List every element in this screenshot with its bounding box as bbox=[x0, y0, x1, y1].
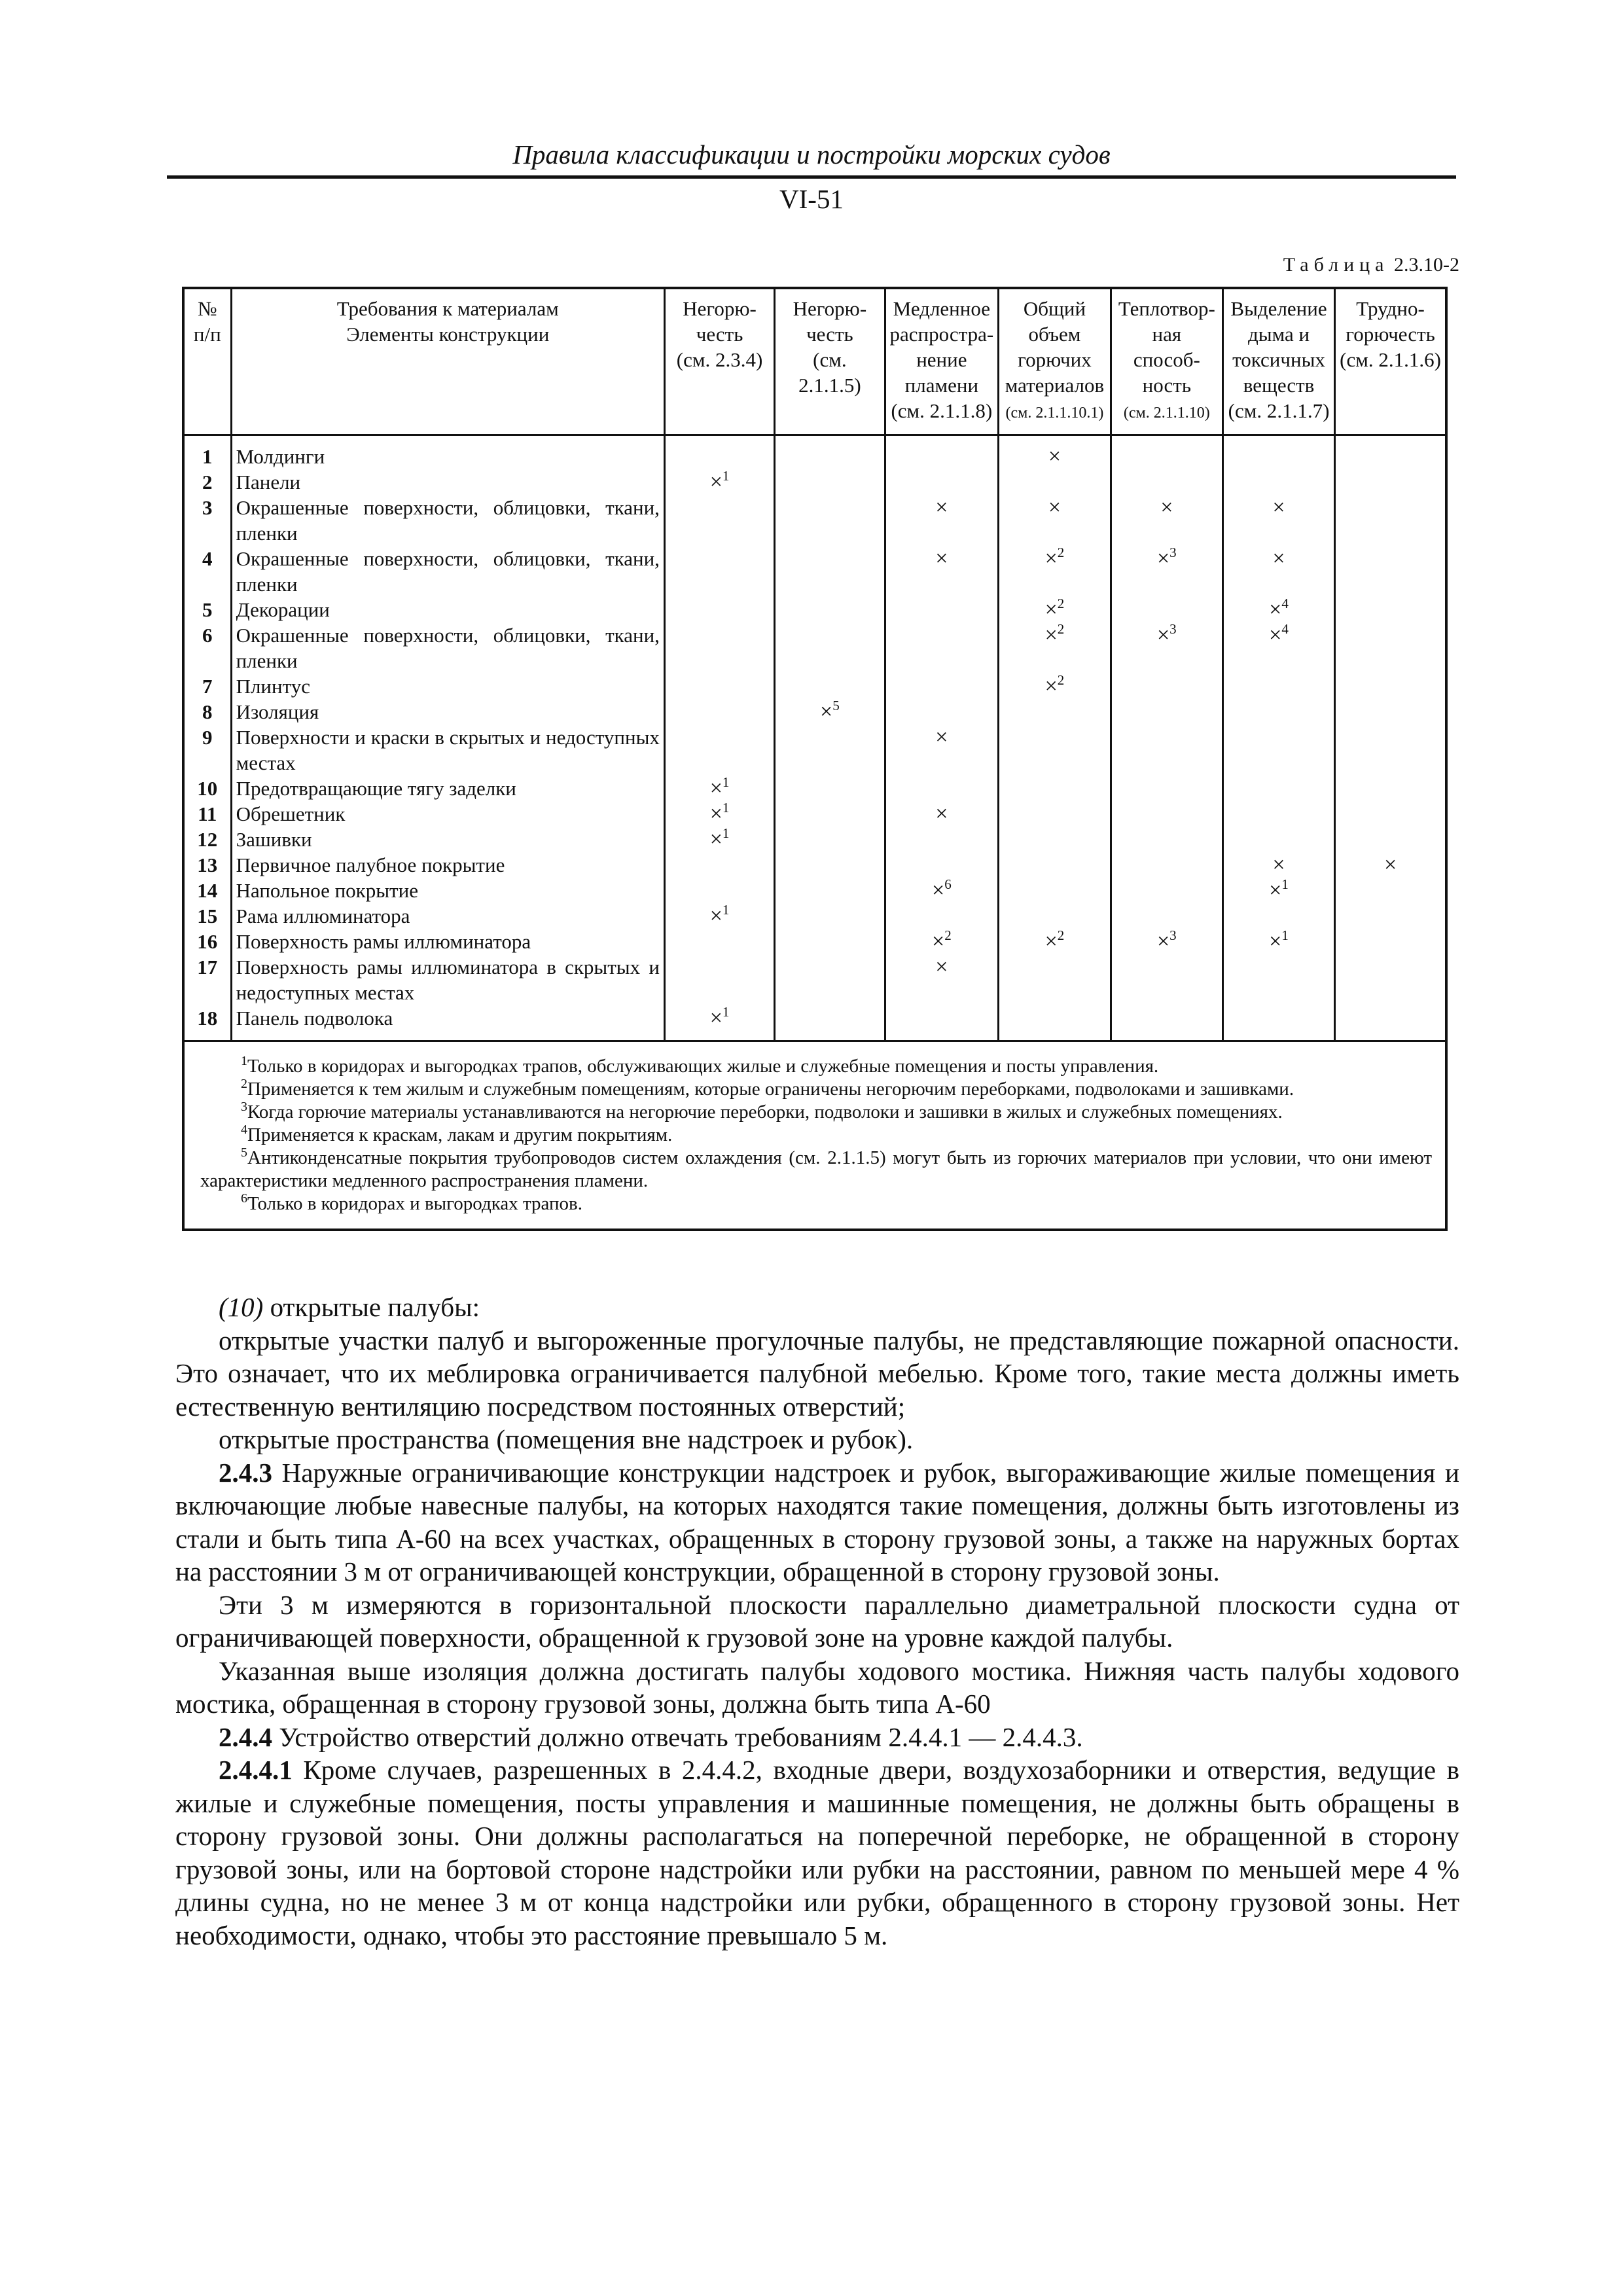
mark-cell bbox=[664, 929, 774, 954]
footnote-ref: 3 bbox=[1169, 927, 1177, 943]
table-row bbox=[183, 878, 1446, 903]
mark-cell bbox=[775, 1005, 885, 1041]
mark-cell bbox=[1335, 622, 1446, 673]
footnote-number: 3 bbox=[241, 1100, 247, 1114]
mark-cell bbox=[664, 495, 774, 546]
mark-cell bbox=[999, 801, 1111, 827]
footnote bbox=[200, 1147, 1432, 1193]
mark-cell bbox=[885, 776, 999, 801]
mark-cell bbox=[999, 725, 1111, 776]
mark-cell bbox=[885, 699, 999, 725]
footnote-ref: 1 bbox=[722, 468, 730, 484]
mark-cell bbox=[1335, 546, 1446, 597]
mark-cell bbox=[1335, 852, 1446, 878]
col-header-noncombustibility-234: Негорю- честь (см. 2.3.4) bbox=[664, 288, 774, 435]
mark-cell bbox=[885, 546, 999, 597]
table-caption-number: 2.3.10-2 bbox=[1394, 254, 1459, 276]
cross-mark: × bbox=[1044, 547, 1058, 571]
running-title: Правила классификации и постройки морских судов bbox=[512, 139, 1111, 170]
mark-cell bbox=[999, 852, 1111, 878]
table-row bbox=[183, 725, 1446, 776]
mark-cell bbox=[1111, 546, 1222, 597]
table-row bbox=[183, 903, 1446, 929]
mark-cell bbox=[1111, 725, 1222, 776]
mark-cell bbox=[664, 903, 774, 929]
mark-cell bbox=[775, 801, 885, 827]
paragraph-text: Кроме случаев, разрешенных в 2.4.4.2, входные двери, воздухозаборники и отверстия, ведущие в жилые и служебные помещения, посты управления и машинные помещения, не должны быть обращены в сторону грузовой зоны. Они должны располагаться на поперечной переборке, не обращенной в сторону грузовой зоны, или на бортовой стороне надстройки или рубки на расстоянии, равном по меньшей мере 4 % длины судна, но не менее 3 м от конца надстройки или рубки, обращенного в сторону грузовой зоны. Нет необходимости, однако, чтобы это расстояние превышало 5 м. bbox=[175, 1755, 1459, 1950]
col-header-combustible-volume-ref: (см. 2.1.1.10.1) bbox=[1005, 404, 1104, 422]
cross-mark: × bbox=[1160, 495, 1173, 520]
mark-cell bbox=[775, 469, 885, 495]
footnote bbox=[200, 1055, 1432, 1078]
mark-cell bbox=[1222, 699, 1334, 725]
cross-mark: × bbox=[1044, 623, 1058, 647]
cross-mark: × bbox=[1048, 495, 1061, 520]
mark-cell bbox=[1335, 435, 1446, 470]
cross-mark: × bbox=[932, 878, 945, 903]
mark-cell bbox=[999, 776, 1111, 801]
mark-cell bbox=[885, 435, 999, 470]
cross-mark: × bbox=[709, 802, 722, 826]
page-number: VI-51 bbox=[779, 184, 844, 214]
mark-cell bbox=[664, 469, 774, 495]
mark-cell bbox=[1335, 827, 1446, 852]
mark-cell bbox=[775, 903, 885, 929]
cross-mark: × bbox=[935, 955, 948, 979]
mark-cell bbox=[885, 827, 999, 852]
footnote-ref: 2 bbox=[1057, 545, 1065, 560]
mark-cell bbox=[664, 852, 774, 878]
footnote-ref: 3 bbox=[1169, 621, 1177, 637]
mark-cell bbox=[664, 622, 774, 673]
col-header-elements: Требования к материалам Элементы конструкции bbox=[231, 288, 664, 435]
cross-mark: × bbox=[820, 700, 833, 724]
mark-cell bbox=[775, 827, 885, 852]
table-row bbox=[183, 673, 1446, 699]
footnote-ref: 4 bbox=[1281, 596, 1289, 611]
row-number: 10 bbox=[183, 776, 231, 801]
table-row bbox=[183, 597, 1446, 622]
mark-cell bbox=[1335, 776, 1446, 801]
footnote-text: Только в коридорах и выгородках трапов, обслуживающих жилые и служебные помещения и посты управления. bbox=[247, 1056, 1159, 1077]
mark-cell bbox=[1335, 469, 1446, 495]
paragraph: открытые участки палуб и выгороженные прогулочные палубы, не представляющие пожарной опасности. Это означает, что их меблировка ограничивается палубной мебелью. Кроме того, такие места должны иметь естественную вентиляцию посредством постоянных отверстий; bbox=[175, 1325, 1459, 1422]
cross-mark: × bbox=[709, 776, 722, 800]
row-element: Панели bbox=[231, 469, 664, 495]
row-element: Поверхности и краски в скрытых и недоступных местах bbox=[231, 725, 664, 776]
paragraph: открытые пространства (помещения вне надстроек и рубок). bbox=[219, 1424, 914, 1454]
row-element: Зашивки bbox=[231, 827, 664, 852]
mark-cell bbox=[1222, 673, 1334, 699]
paragraph-open-decks bbox=[175, 1291, 1459, 1324]
mark-cell bbox=[999, 878, 1111, 903]
mark-cell bbox=[1111, 435, 1222, 470]
mark-cell bbox=[1111, 776, 1222, 801]
mark-cell bbox=[1222, 903, 1334, 929]
mark-cell bbox=[1222, 597, 1334, 622]
mark-cell bbox=[885, 495, 999, 546]
row-element: Напольное покрытие bbox=[231, 878, 664, 903]
mark-cell bbox=[885, 852, 999, 878]
footnote-ref: 6 bbox=[944, 876, 952, 892]
row-element: Панель подволока bbox=[231, 1005, 664, 1041]
row-element: Первичное палубное покрытие bbox=[231, 852, 664, 878]
row-element: Изоляция bbox=[231, 699, 664, 725]
cross-mark: × bbox=[935, 802, 948, 826]
mark-cell bbox=[1111, 673, 1222, 699]
cross-mark: × bbox=[1272, 547, 1285, 571]
mark-cell bbox=[1111, 878, 1222, 903]
mark-cell bbox=[775, 954, 885, 1005]
mark-cell bbox=[885, 929, 999, 954]
footnote-ref: 5 bbox=[832, 698, 840, 713]
table-row bbox=[183, 827, 1446, 852]
mark-cell bbox=[1222, 776, 1334, 801]
mark-cell bbox=[999, 495, 1111, 546]
footnote bbox=[200, 1101, 1432, 1124]
mark-cell bbox=[1222, 954, 1334, 1005]
mark-cell bbox=[1335, 801, 1446, 827]
mark-cell bbox=[1335, 725, 1446, 776]
paragraph-2-4-4 bbox=[175, 1721, 1459, 1754]
cross-mark: × bbox=[1272, 853, 1285, 877]
mark-cell bbox=[775, 673, 885, 699]
footnote-ref: 1 bbox=[1281, 927, 1289, 943]
mark-cell bbox=[1222, 495, 1334, 546]
mark-cell bbox=[775, 546, 885, 597]
footnote-ref: 1 bbox=[722, 825, 730, 841]
body-text bbox=[175, 1291, 1459, 1952]
row-number: 17 bbox=[183, 954, 231, 1005]
mark-cell bbox=[999, 597, 1111, 622]
row-number: 6 bbox=[183, 622, 231, 673]
mark-cell bbox=[999, 699, 1111, 725]
mark-cell bbox=[1335, 699, 1446, 725]
cross-mark: × bbox=[1048, 444, 1061, 469]
row-element: Предотвращающие тягу заделки bbox=[231, 776, 664, 801]
footnote bbox=[200, 1193, 1432, 1215]
mark-cell bbox=[1222, 1005, 1334, 1041]
table-row bbox=[183, 546, 1446, 597]
row-element: Декорации bbox=[231, 597, 664, 622]
header-rule bbox=[167, 175, 1456, 179]
footnote-text: Антиконденсатные покрытия трубопроводов систем охлаждения (см. 2.1.1.5) могут быть из горючих материалов при условии, что они имеют характеристики медленного распространения пламени. bbox=[200, 1147, 1432, 1191]
table-footnotes bbox=[183, 1041, 1446, 1230]
cross-mark: × bbox=[1156, 929, 1170, 954]
col-header-combustible-volume-text: Общий объем горючих материалов bbox=[1005, 297, 1105, 397]
cross-mark: × bbox=[709, 827, 722, 852]
mark-cell bbox=[885, 903, 999, 929]
footnote-ref: 4 bbox=[1281, 621, 1289, 637]
mark-cell bbox=[775, 495, 885, 546]
mark-cell bbox=[1222, 622, 1334, 673]
mark-cell bbox=[999, 435, 1111, 470]
cross-mark: × bbox=[1156, 623, 1170, 647]
cross-mark: × bbox=[1044, 674, 1058, 698]
row-number: 1 bbox=[183, 435, 231, 470]
row-element: Молдинги bbox=[231, 435, 664, 470]
row-element: Поверхность рамы иллюминатора bbox=[231, 929, 664, 954]
mark-cell bbox=[664, 801, 774, 827]
mark-cell bbox=[1222, 801, 1334, 827]
mark-cell bbox=[664, 597, 774, 622]
row-number: 18 bbox=[183, 1005, 231, 1041]
table-row bbox=[183, 929, 1446, 954]
table-row bbox=[183, 622, 1446, 673]
footnote-number: 6 bbox=[241, 1191, 247, 1206]
mark-cell bbox=[999, 546, 1111, 597]
footnote-ref: 2 bbox=[1057, 927, 1065, 943]
row-number: 2 bbox=[183, 469, 231, 495]
mark-cell bbox=[885, 469, 999, 495]
mark-cell bbox=[1111, 699, 1222, 725]
footnote-ref: 1 bbox=[722, 800, 730, 816]
mark-cell bbox=[775, 435, 885, 470]
cross-mark: × bbox=[1269, 598, 1282, 622]
footnote bbox=[200, 1078, 1432, 1101]
mark-cell bbox=[885, 954, 999, 1005]
footnote-ref: 2 bbox=[1057, 596, 1065, 611]
footnote-text: Применяется к тем жилым и служебным помещениям, которые ограничены негорючим переборками, подволоками и зашивками. bbox=[247, 1079, 1294, 1100]
footnote-ref: 2 bbox=[1057, 672, 1065, 688]
footnote-text: Когда горючие материалы устанавливаются на негорючие переборки, подволоки и зашивки в жилых и служебных помещениях. bbox=[247, 1102, 1283, 1122]
mark-cell bbox=[999, 827, 1111, 852]
table-row bbox=[183, 852, 1446, 878]
row-number: 9 bbox=[183, 725, 231, 776]
mark-cell bbox=[999, 469, 1111, 495]
mark-cell bbox=[664, 827, 774, 852]
mark-cell bbox=[885, 1005, 999, 1041]
mark-cell bbox=[1335, 1005, 1446, 1041]
table-caption bbox=[1113, 254, 1459, 276]
footnote-ref: 3 bbox=[1169, 545, 1177, 560]
mark-cell bbox=[664, 546, 774, 597]
table-row bbox=[183, 495, 1446, 546]
row-number: 14 bbox=[183, 878, 231, 903]
row-number: 7 bbox=[183, 673, 231, 699]
paragraph-2-4-4-1 bbox=[175, 1753, 1459, 1952]
cross-mark: × bbox=[932, 929, 945, 954]
row-number: 15 bbox=[183, 903, 231, 929]
mark-cell bbox=[1111, 1005, 1222, 1041]
col-header-smoke-toxicity: Выделение дыма и токсичных веществ (см. 2.1.1.7) bbox=[1222, 288, 1334, 435]
mark-cell bbox=[1222, 725, 1334, 776]
cross-mark: × bbox=[1044, 929, 1058, 954]
cross-mark: × bbox=[709, 1006, 722, 1030]
mark-cell bbox=[1111, 929, 1222, 954]
mark-cell bbox=[1222, 878, 1334, 903]
mark-cell bbox=[1222, 469, 1334, 495]
mark-cell bbox=[1222, 546, 1334, 597]
mark-cell bbox=[1111, 954, 1222, 1005]
footnote-text: Только в коридорах и выгородках трапов. bbox=[247, 1193, 582, 1214]
footnote bbox=[200, 1124, 1432, 1147]
mark-cell bbox=[999, 1005, 1111, 1041]
col-header-noncombustibility-2115: Негорю- честь (см. 2.1.1.5) bbox=[775, 288, 885, 435]
table-row bbox=[183, 469, 1446, 495]
cross-mark: × bbox=[1156, 547, 1170, 571]
requirements-table bbox=[182, 287, 1448, 1231]
cross-mark: × bbox=[1269, 929, 1282, 954]
mark-cell bbox=[664, 673, 774, 699]
col-header-calorific-value-ref: (см. 2.1.1.10) bbox=[1123, 404, 1210, 422]
mark-cell bbox=[1335, 929, 1446, 954]
mark-cell bbox=[775, 699, 885, 725]
mark-cell bbox=[775, 776, 885, 801]
row-element: Поверхность рамы иллюминатора в скрытых и недоступных местах bbox=[231, 954, 664, 1005]
clause-number: 2.4.4.1 bbox=[219, 1755, 293, 1785]
footnote-text: Применяется к краскам, лакам и другим покрытиям. bbox=[247, 1124, 673, 1145]
cross-mark: × bbox=[1044, 598, 1058, 622]
mark-cell bbox=[664, 1005, 774, 1041]
row-number: 11 bbox=[183, 801, 231, 827]
paragraph-text: Устройство отверстий должно отвечать требованиям 2.4.4.1 — 2.4.4.3. bbox=[272, 1721, 1083, 1752]
footnote-number: 4 bbox=[241, 1122, 247, 1137]
mark-cell bbox=[775, 852, 885, 878]
mark-cell bbox=[999, 954, 1111, 1005]
mark-cell bbox=[885, 801, 999, 827]
cross-mark: × bbox=[935, 495, 948, 520]
footnote-number: 1 bbox=[241, 1054, 247, 1068]
row-element: Окрашенные поверхности, облицовки, ткани, пленки bbox=[231, 495, 664, 546]
table-row bbox=[183, 776, 1446, 801]
footnote-ref: 1 bbox=[722, 1004, 730, 1020]
cross-mark: × bbox=[1272, 495, 1285, 520]
paragraph: Указанная выше изоляция должна достигать палубы ходового мостика. Нижняя часть палубы ходового мостика, обращенная в сторону грузовой зоны, должна быть типа А-60 bbox=[175, 1655, 1459, 1719]
col-header-calorific-value-text: Теплотвор- ная способ- ность bbox=[1118, 297, 1215, 397]
mark-cell bbox=[999, 903, 1111, 929]
col-header-calorific-value bbox=[1111, 288, 1222, 435]
mark-cell bbox=[1335, 903, 1446, 929]
cross-mark: × bbox=[1269, 623, 1282, 647]
mark-cell bbox=[1335, 878, 1446, 903]
mark-cell bbox=[885, 622, 999, 673]
mark-cell bbox=[1111, 597, 1222, 622]
mark-cell bbox=[999, 673, 1111, 699]
mark-cell bbox=[664, 776, 774, 801]
row-number: 3 bbox=[183, 495, 231, 546]
mark-cell bbox=[1111, 469, 1222, 495]
mark-cell bbox=[885, 878, 999, 903]
footnote-number: 2 bbox=[241, 1077, 247, 1091]
mark-cell bbox=[885, 597, 999, 622]
mark-cell bbox=[1335, 597, 1446, 622]
cross-mark: × bbox=[709, 904, 722, 928]
mark-cell bbox=[775, 929, 885, 954]
mark-cell bbox=[775, 622, 885, 673]
mark-cell bbox=[1111, 852, 1222, 878]
row-number: 16 bbox=[183, 929, 231, 954]
table-header-row bbox=[183, 288, 1446, 435]
mark-cell bbox=[1335, 954, 1446, 1005]
clause-number: 2.4.3 bbox=[219, 1457, 272, 1488]
row-element: Плинтус bbox=[231, 673, 664, 699]
mark-cell bbox=[664, 878, 774, 903]
mark-cell bbox=[1222, 435, 1334, 470]
table-row bbox=[183, 435, 1446, 470]
row-element: Окрашенные поверхности, облицовки, ткани, пленки bbox=[231, 622, 664, 673]
clause-number: 2.4.4 bbox=[219, 1721, 272, 1752]
mark-cell bbox=[1111, 622, 1222, 673]
mark-cell bbox=[1111, 801, 1222, 827]
col-header-low-flammability: Трудно- горючесть (см. 2.1.1.6) bbox=[1335, 288, 1446, 435]
mark-cell bbox=[664, 699, 774, 725]
row-element: Обрешетник bbox=[231, 801, 664, 827]
row-number: 12 bbox=[183, 827, 231, 852]
col-header-number: № п/п bbox=[183, 288, 231, 435]
cross-mark: × bbox=[935, 547, 948, 571]
mark-cell bbox=[1335, 495, 1446, 546]
table-row bbox=[183, 699, 1446, 725]
mark-cell bbox=[775, 878, 885, 903]
row-element: Рама иллюминатора bbox=[231, 903, 664, 929]
footnote-ref: 2 bbox=[944, 927, 952, 943]
paragraph-text: Наружные ограничивающие конструкции надстроек и рубок, выгораживающие жилые помещения и включающие любые навесные палубы, на которых находятся такие помещения, должны быть изготовлены из стали и быть типа А-60 на всех участках, обращенных в сторону грузовой зоны, а также на наружных бортах на расстоянии 3 м от ограничивающей конструкции, обращенной в сторону грузовой зоны. bbox=[175, 1457, 1459, 1587]
mark-cell bbox=[775, 725, 885, 776]
mark-cell bbox=[1222, 827, 1334, 852]
cross-mark: × bbox=[935, 725, 948, 749]
mark-cell bbox=[1222, 929, 1334, 954]
footnotes-row bbox=[183, 1041, 1446, 1230]
row-number: 13 bbox=[183, 852, 231, 878]
cross-mark: × bbox=[709, 470, 722, 494]
mark-cell bbox=[1222, 852, 1334, 878]
cross-mark: × bbox=[1269, 878, 1282, 903]
footnote-ref: 1 bbox=[722, 902, 730, 918]
table-row bbox=[183, 954, 1446, 1005]
mark-cell bbox=[1111, 903, 1222, 929]
table-caption-word: Таблица bbox=[1283, 254, 1389, 276]
row-number: 8 bbox=[183, 699, 231, 725]
mark-cell bbox=[1111, 827, 1222, 852]
footnote-ref: 1 bbox=[1281, 876, 1289, 892]
paragraph: Эти 3 м измеряются в горизонтальной плоскости параллельно диаметральной плоскости судна от ограничивающей поверхности, обращенной к грузовой зоне на уровне каждой палубы. bbox=[175, 1589, 1459, 1653]
mark-cell bbox=[664, 725, 774, 776]
footnote-ref: 1 bbox=[722, 774, 730, 790]
col-header-combustible-volume bbox=[999, 288, 1111, 435]
col-header-slow-flame-spread: Медленное распростра- нение пламени (см. 2.1.1.8) bbox=[885, 288, 999, 435]
mark-cell bbox=[885, 725, 999, 776]
item-label: (10) bbox=[219, 1292, 264, 1322]
mark-cell bbox=[775, 597, 885, 622]
footnote-number: 5 bbox=[241, 1145, 247, 1160]
paragraph-2-4-3 bbox=[175, 1456, 1459, 1588]
paragraph-text: открытые палубы: bbox=[263, 1292, 480, 1322]
mark-cell bbox=[664, 954, 774, 1005]
mark-cell bbox=[1111, 495, 1222, 546]
footnote-ref: 2 bbox=[1057, 621, 1065, 637]
mark-cell bbox=[1335, 673, 1446, 699]
row-number: 4 bbox=[183, 546, 231, 597]
cross-mark: × bbox=[1383, 853, 1397, 877]
row-number: 5 bbox=[183, 597, 231, 622]
mark-cell bbox=[999, 929, 1111, 954]
mark-cell bbox=[999, 622, 1111, 673]
mark-cell bbox=[885, 673, 999, 699]
row-element: Окрашенные поверхности, облицовки, ткани, пленки bbox=[231, 546, 664, 597]
table-row bbox=[183, 1005, 1446, 1041]
table-row bbox=[183, 801, 1446, 827]
mark-cell bbox=[664, 435, 774, 470]
